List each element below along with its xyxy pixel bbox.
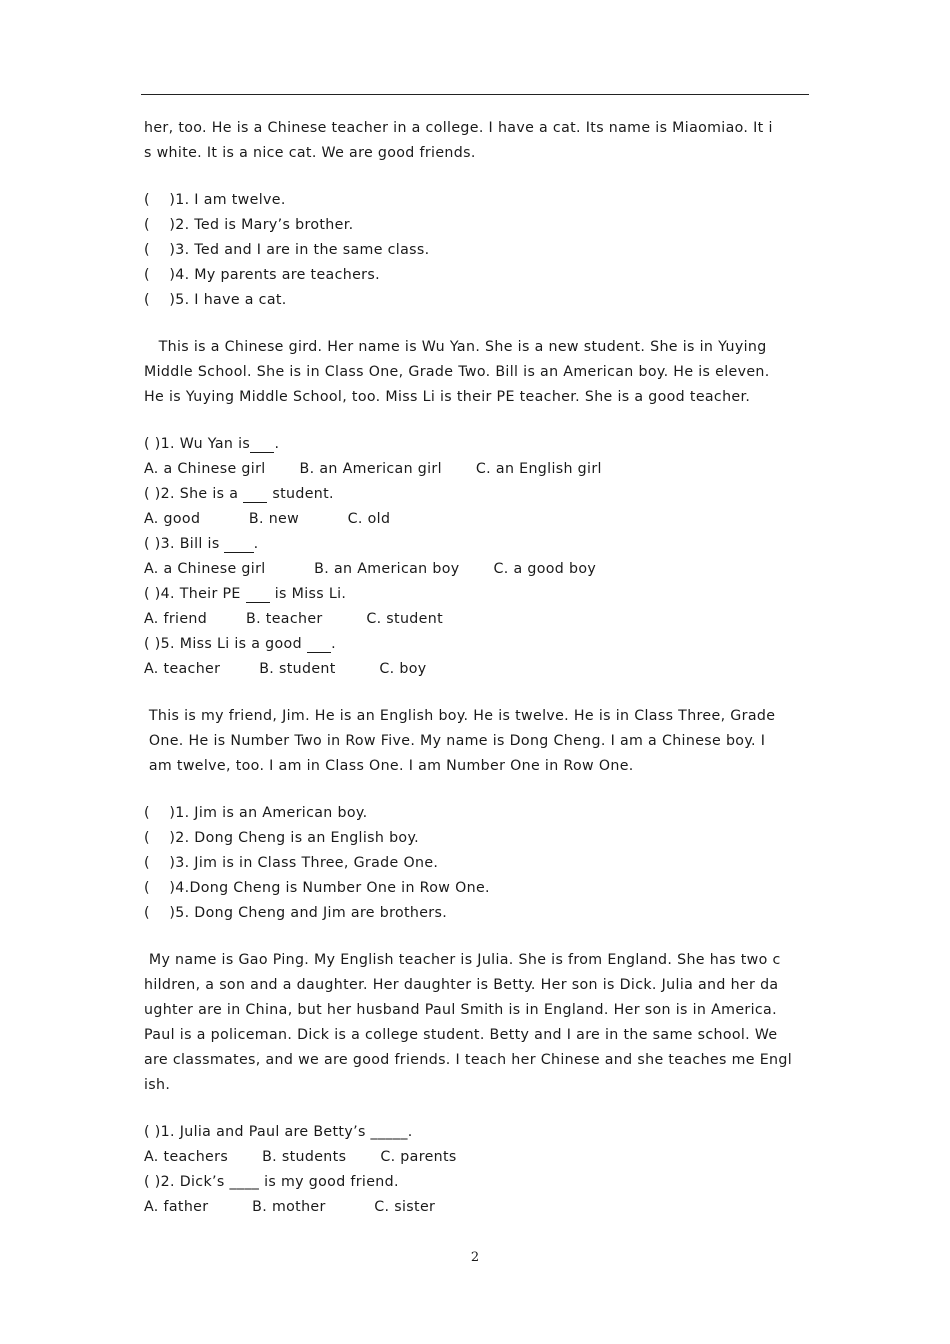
answer-blank: [243, 486, 267, 503]
choice-options: A. teachers B. students C. parents: [144, 1149, 457, 1165]
passage-4-line: ish.: [144, 1077, 171, 1093]
passage-1-line: her, too. He is a Chinese teacher in a college. I have a cat. Its name is Miaomiao. It i: [144, 120, 773, 136]
header-rule: [141, 94, 809, 95]
question-text: ( )1. Wu Yan is: [144, 436, 251, 452]
passage-4-line: are classmates, and we are good friends. I teach her Chinese and she teaches me Engl: [144, 1052, 793, 1068]
question-text: student.: [267, 486, 334, 502]
passage-1: [144, 116, 808, 166]
question-text: .: [331, 636, 336, 652]
page-number: 2: [470, 1250, 480, 1265]
true-false-question: ( )1. Jim is an American boy.: [144, 805, 368, 821]
choice-options: A. teacher B. student C. boy: [144, 661, 427, 677]
answer-blank: [307, 636, 331, 653]
choice-question: [144, 632, 808, 657]
choice-options: A. a Chinese girl B. an American boy C. a good boy: [144, 561, 597, 577]
choice-question: ( )2. Dick’s ____ is my good friend.: [144, 1174, 399, 1190]
passage-4-line: My name is Gao Ping. My English teacher is Julia. She is from England. She has two c: [144, 952, 781, 968]
choice-question: [144, 482, 808, 507]
choice-question: [144, 532, 808, 557]
choice-question: ( )1. Julia and Paul are Betty’s _____.: [144, 1124, 413, 1140]
question-text: .: [274, 436, 280, 452]
passage-4-line: ughter are in China, but her husband Paul Smith is in England. Her son is in America.: [144, 1002, 777, 1018]
passage-3-line: One. He is Number Two in Row Five. My name is Dong Cheng. I am a Chinese boy. I: [144, 733, 766, 749]
passage-2: [144, 335, 808, 410]
passage-1-line: s white. It is a nice cat. We are good friends.: [144, 145, 476, 161]
answer-blank: [246, 586, 270, 603]
choice-options: A. friend B. teacher C. student: [144, 611, 443, 627]
question-text: ( )5. Miss Li is a good: [144, 636, 307, 652]
choice-question: [144, 582, 808, 607]
passage-3-questions: [144, 801, 808, 926]
true-false-question: ( )4.Dong Cheng is Number One in Row One.: [144, 880, 490, 896]
true-false-question: ( )5. I have a cat.: [144, 292, 287, 308]
question-text: ( )3. Bill is: [144, 536, 225, 552]
question-text: .: [253, 536, 259, 552]
true-false-question: ( )4. My parents are teachers.: [144, 267, 380, 283]
passage-4-line: hildren, a son and a daughter. Her daughter is Betty. Her son is Dick. Julia and her da: [144, 977, 779, 993]
question-text: ( )4. Their PE: [144, 586, 246, 602]
passage-2-questions: [144, 432, 808, 682]
true-false-question: ( )3. Ted and I are in the same class.: [144, 242, 430, 258]
passage-2-line: This is a Chinese gird. Her name is Wu Yan. She is a new student. She is in Yuying: [144, 339, 767, 355]
passage-4-line: Paul is a policeman. Dick is a college student. Betty and I are in the same school. We: [144, 1027, 778, 1043]
true-false-question: ( )3. Jim is in Class Three, Grade One.: [144, 855, 439, 871]
passage-3-line: This is my friend, Jim. He is an English boy. He is twelve. He is in Class Three, Grade: [144, 708, 776, 724]
answer-blank: [250, 436, 274, 453]
choice-options: A. a Chinese girl B. an American girl C. an English girl: [144, 461, 602, 477]
question-text: ( )2. She is a: [144, 486, 244, 502]
passage-4: [144, 948, 808, 1098]
passage-3-line: am twelve, too. I am in Class One. I am Number One in Row One.: [144, 758, 634, 774]
choice-options: A. good B. new C. old: [144, 511, 391, 527]
passage-2-line: He is Yuying Middle School, too. Miss Li is their PE teacher. She is a good teacher.: [144, 389, 751, 405]
choice-options: A. father B. mother C. sister: [144, 1199, 436, 1215]
passage-4-questions: [144, 1120, 808, 1220]
passage-1-questions: [144, 188, 808, 313]
choice-question: [144, 432, 808, 457]
question-text: is Miss Li.: [269, 586, 347, 602]
page-content: [144, 116, 808, 1220]
passage-3: [144, 704, 808, 779]
true-false-question: ( )2. Dong Cheng is an English boy.: [144, 830, 420, 846]
true-false-question: ( )1. I am twelve.: [144, 192, 286, 208]
true-false-question: ( )2. Ted is Mary’s brother.: [144, 217, 354, 233]
answer-blank: [224, 536, 253, 553]
passage-2-line: Middle School. She is in Class One, Grade Two. Bill is an American boy. He is eleven.: [144, 364, 770, 380]
true-false-question: ( )5. Dong Cheng and Jim are brothers.: [144, 905, 448, 921]
